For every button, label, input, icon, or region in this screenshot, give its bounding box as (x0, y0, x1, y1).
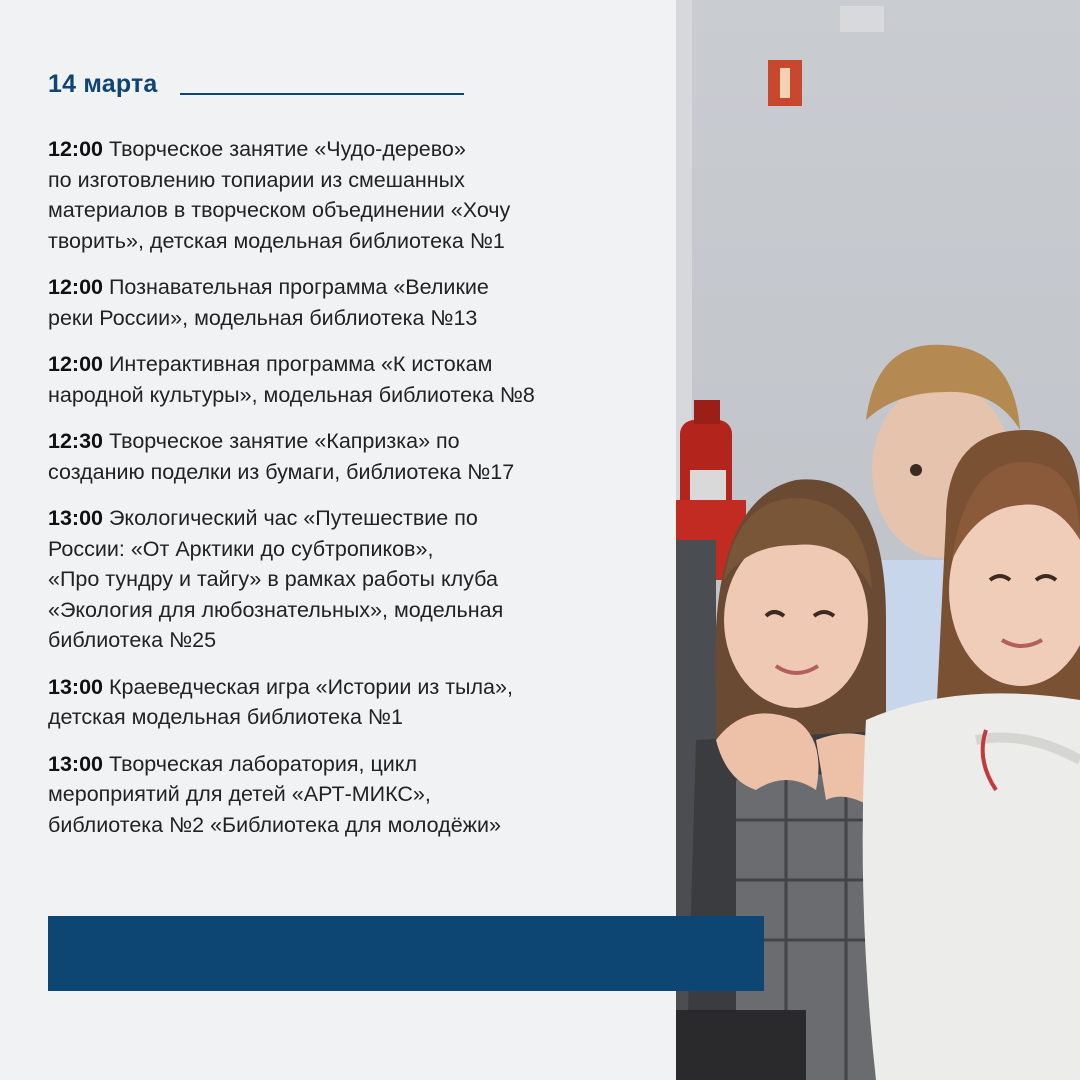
event-item (48, 672, 648, 733)
date-header (48, 70, 158, 99)
event-item (48, 503, 648, 656)
event-text: творить», детская модельная библиотека №1 (48, 228, 505, 253)
event-text: Творческое занятие «Чудо-дерево» (103, 137, 466, 161)
event-text: Творческая лаборатория, цикл (103, 751, 417, 776)
event-time: 13:00 (48, 751, 103, 776)
event-text: Краеведческая игра «Истории из тыла», (103, 674, 513, 699)
accent-bar (48, 916, 764, 991)
event-item (48, 272, 648, 333)
event-text: созданию поделки из бумаги, библиотека №17 (48, 459, 515, 484)
event-time: 12:00 (48, 275, 103, 299)
event-item (48, 749, 648, 841)
event-text: материалов в творческом объединении «Хочу (48, 198, 511, 222)
event-text: Интерактивная программа «К истокам (103, 352, 493, 376)
event-time: 12:00 (48, 137, 103, 161)
event-text: Экологический час «Путешествие по (103, 506, 478, 530)
event-text: детская модельная библиотека №1 (48, 705, 403, 729)
date-title: 14 марта (48, 70, 158, 98)
event-text: Познавательная программа «Великие (103, 275, 489, 299)
event-text: реки России», модельная библиотека №13 (48, 305, 478, 330)
event-text: библиотека №25 (48, 628, 217, 652)
event-time: 12:30 (48, 429, 103, 453)
event-list (48, 134, 648, 856)
event-text: по изготовлению топиарии из смешанных (48, 167, 465, 192)
event-time: 13:00 (48, 674, 103, 699)
event-text: библиотека №2 «Библиотека для молодёжи» (48, 812, 502, 837)
event-item (48, 134, 648, 256)
event-item (48, 426, 648, 487)
event-text: Творческое занятие «Капризка» по (103, 429, 460, 453)
event-text: России: «От Арктики до субтропиков», (48, 536, 434, 561)
event-text: «Экология для любознательных», модельная (48, 597, 504, 622)
date-underline (180, 93, 464, 95)
event-time: 13:00 (48, 506, 103, 530)
event-text: мероприятий для детей «АРТ-МИКС», (48, 782, 431, 806)
event-time: 12:00 (48, 352, 103, 376)
event-text: «Про тундру и тайгу» в рамках работы клуба (48, 567, 498, 591)
event-item (48, 349, 648, 410)
event-text: народной культуры», модельная библиотека №8 (48, 382, 535, 407)
